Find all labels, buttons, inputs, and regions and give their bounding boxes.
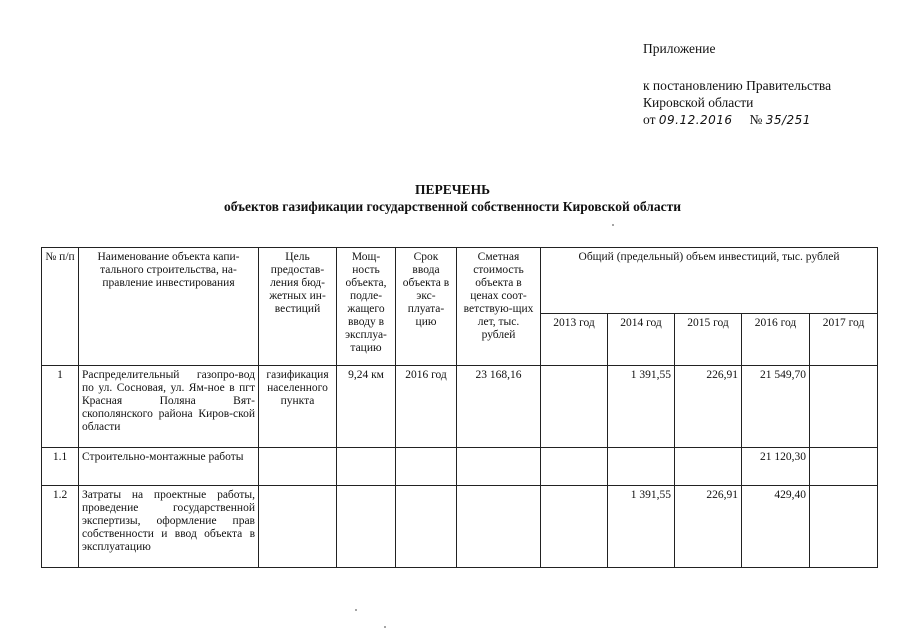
appendix-label: Приложение	[643, 41, 716, 56]
row-y2015: 226,91	[675, 486, 742, 568]
row-y2013	[541, 366, 608, 448]
row-y2014: 1 391,55	[608, 486, 675, 568]
row-name: Затраты на проектные работы, проведение государственной экспертизы, оформление прав собственности и ввод объекта в эксплуатацию	[79, 486, 259, 568]
row-goal	[259, 486, 337, 568]
handwritten-date: 09.12.2016	[658, 113, 733, 127]
row-term	[396, 486, 457, 568]
scan-speck	[612, 224, 614, 226]
investment-table	[41, 247, 878, 568]
row-name: Распределительный газопро-вод по ул. Сосновая, ул. Ям-ное в пгт Красная Поляна Вят-скополянского района Киров-ской области	[79, 366, 259, 448]
row-y2017	[810, 486, 878, 568]
scan-speck	[355, 609, 357, 611]
row-y2013	[541, 448, 608, 486]
handwritten-number: 35/251	[765, 113, 811, 127]
date-prefix: от	[643, 112, 656, 127]
appendix-header	[643, 40, 831, 129]
row-num: 1.1	[42, 448, 79, 486]
row-name: Строительно-монтажные работы	[79, 448, 259, 486]
row-num: 1	[42, 366, 79, 448]
row-term	[396, 448, 457, 486]
row-y2015: 226,91	[675, 366, 742, 448]
row-power	[337, 448, 396, 486]
header-goal: Цель предостав-ления бюд-жетных ин-вестиций	[259, 248, 337, 366]
region-line: Кировской области	[643, 95, 754, 110]
header-year-2015: 2015 год	[675, 314, 742, 366]
row-y2017	[810, 448, 878, 486]
header-year-2013: 2013 год	[541, 314, 608, 366]
header-name: Наименование объекта капи-тального строительства, на-правление инвестирования	[79, 248, 259, 366]
row-y2015	[675, 448, 742, 486]
header-invest-group: Общий (предельный) объем инвестиций, тыс. рублей	[541, 248, 878, 314]
row-power	[337, 486, 396, 568]
title-main: ПЕРЕЧЕНЬ	[414, 182, 491, 197]
row-cost: 23 168,16	[457, 366, 541, 448]
row-y2013	[541, 486, 608, 568]
row-y2014: 1 391,55	[608, 366, 675, 448]
table-row	[42, 366, 878, 448]
row-y2014	[608, 448, 675, 486]
header-cost: Сметная стоимость объекта в ценах соот-ветствую-щих лет, тыс. рублей	[457, 248, 541, 366]
scan-speck	[384, 626, 386, 628]
title-sub: объектов газификации государственной собственности Кировской области	[223, 199, 682, 214]
number-prefix: №	[749, 112, 763, 127]
row-num: 1.2	[42, 486, 79, 568]
date-number-line	[643, 111, 831, 129]
row-y2016: 429,40	[742, 486, 810, 568]
row-term: 2016 год	[396, 366, 457, 448]
row-cost	[457, 448, 541, 486]
table-row	[42, 448, 878, 486]
row-cost	[457, 486, 541, 568]
document-title	[0, 181, 905, 215]
header-term: Срок ввода объекта в экс-плуата-цию	[396, 248, 457, 366]
header-year-2014: 2014 год	[608, 314, 675, 366]
row-y2017	[810, 366, 878, 448]
row-y2016: 21 120,30	[742, 448, 810, 486]
header-year-2016: 2016 год	[742, 314, 810, 366]
row-power: 9,24 км	[337, 366, 396, 448]
resolution-line: к постановлению Правительства	[643, 78, 832, 93]
header-year-2017: 2017 год	[810, 314, 878, 366]
row-goal: газификация населенного пункта	[259, 366, 337, 448]
header-num: № п/п	[42, 248, 79, 366]
table-row	[42, 486, 878, 568]
header-power: Мощ-ность объекта, подле-жащего вводу в эксплуа-тацию	[337, 248, 396, 366]
row-goal	[259, 448, 337, 486]
row-y2016: 21 549,70	[742, 366, 810, 448]
